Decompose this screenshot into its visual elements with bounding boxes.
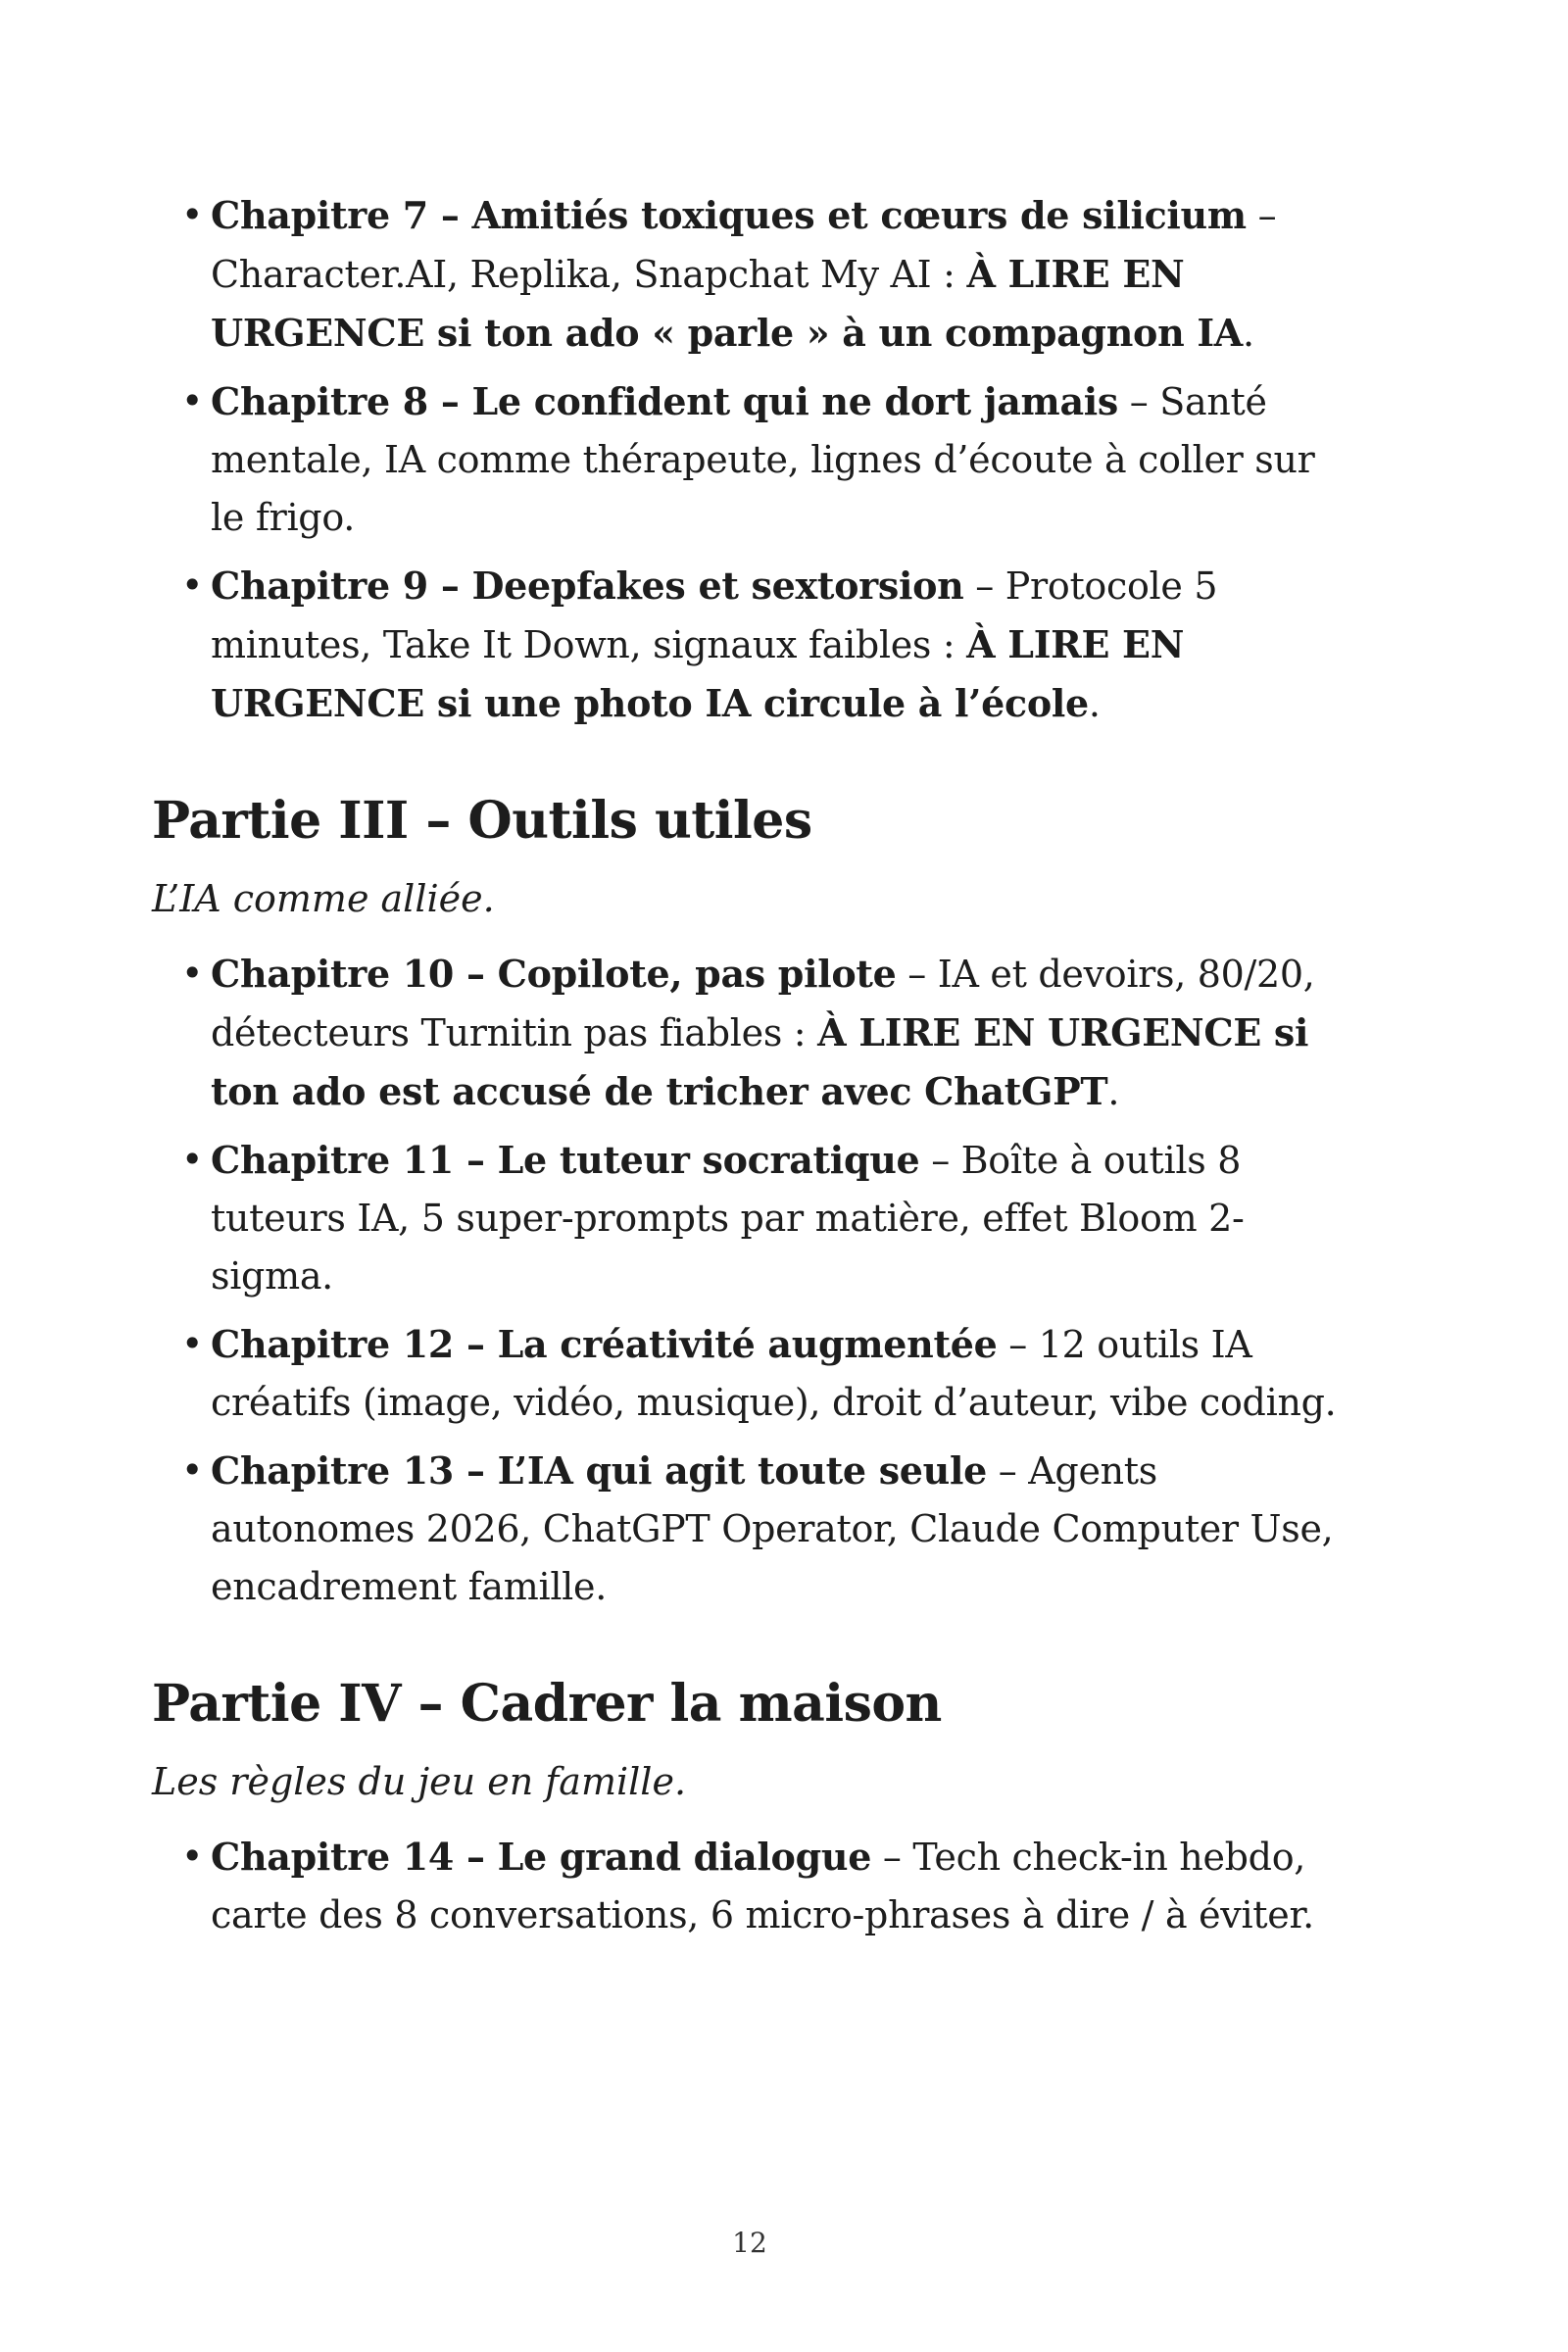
bullet-icon: • [181, 379, 204, 422]
chapter-description: – 12 outils IA créatifs (image, vidéo, musique), droit d’auteur, vibe coding. [211, 1323, 1337, 1424]
chapter-title: Chapitre 12 – La créativité augmentée [211, 1322, 998, 1366]
bullet-icon: • [181, 1835, 204, 1878]
chapter-list-part4 [152, 1828, 1357, 1944]
part-3-section [152, 790, 1357, 1616]
list-item-chapter-7 [152, 186, 1357, 363]
chapter-tail: . [1107, 1070, 1120, 1113]
chapter-list-part3 [152, 945, 1357, 1616]
list-item-chapter-13 [152, 1442, 1357, 1616]
chapter-title: Chapitre 11 – Le tuteur socratique [211, 1138, 920, 1182]
chapter-title: Chapitre 13 – L’IA qui agit toute seule [211, 1448, 988, 1493]
urgent-note: À LIRE EN URGENCE si ton ado « parle » à un compagnon IA [211, 252, 1243, 355]
chapter-description: – Tech check-in hebdo, carte des 8 conversations, 6 micro-phrases à dire / à éviter. [211, 1836, 1314, 1936]
chapter-title: Chapitre 10 – Copilote, pas pilote [211, 952, 897, 996]
chapter-title: Chapitre 9 – Deepfakes et sextorsion [211, 564, 964, 608]
chapter-description: – Santé mentale, IA comme thérapeute, lignes d’écoute à coller sur le frigo. [211, 380, 1315, 539]
chapter-title: Chapitre 7 – Amitiés toxiques et cœurs de silicium [211, 193, 1247, 237]
chapter-tail: . [1088, 682, 1101, 725]
chapter-title: Chapitre 14 – Le grand dialogue [211, 1835, 872, 1879]
list-item-chapter-11 [152, 1131, 1357, 1305]
bullet-icon: • [181, 1138, 204, 1181]
part-4-section [152, 1673, 1357, 1944]
list-item-chapter-8 [152, 372, 1357, 547]
chapter-description: – Protocole 5 minutes, Take It Down, signaux faibles : [211, 564, 1218, 666]
chapter-tail: . [1242, 312, 1254, 355]
bullet-icon: • [181, 564, 204, 607]
list-item-chapter-12 [152, 1315, 1357, 1432]
chapter-title: Chapitre 8 – Le confident qui ne dort jamais [211, 379, 1119, 423]
list-item-chapter-9 [152, 557, 1357, 733]
urgent-note: À LIRE EN URGENCE si une photo IA circule à l’école [211, 622, 1185, 725]
chapter-description: – IA et devoirs, 80/20, détecteurs Turnitin pas fiables : [211, 953, 1315, 1054]
part-subtitle: L’IA comme alliée. [152, 877, 495, 920]
bullet-icon: • [181, 1448, 204, 1492]
chapter-list-part2-continued [152, 186, 1357, 733]
list-item-chapter-14 [152, 1828, 1357, 1944]
list-item-chapter-10 [152, 945, 1357, 1121]
urgent-note: À LIRE EN URGENCE si ton ado est accusé de tricher avec ChatGPT [211, 1010, 1309, 1113]
part-title: Partie IV – Cadrer la maison [152, 1674, 942, 1734]
part-title: Partie III – Outils utiles [152, 791, 812, 851]
page-number: 12 [732, 2227, 767, 2259]
chapter-description: – Boîte à outils 8 tuteurs IA, 5 super-prompts par matière, effet Bloom 2-sigma. [211, 1139, 1245, 1298]
page-content [152, 186, 1357, 1954]
chapter-description: – Agents autonomes 2026, ChatGPT Operator, Claude Computer Use, encadrement famille. [211, 1449, 1334, 1608]
chapter-description: – Character.AI, Replika, Snapchat My AI : [211, 194, 1277, 296]
bullet-icon: • [181, 952, 204, 995]
bullet-icon: • [181, 1322, 204, 1365]
part-subtitle: Les règles du jeu en famille. [152, 1760, 687, 1803]
bullet-icon: • [181, 193, 204, 236]
